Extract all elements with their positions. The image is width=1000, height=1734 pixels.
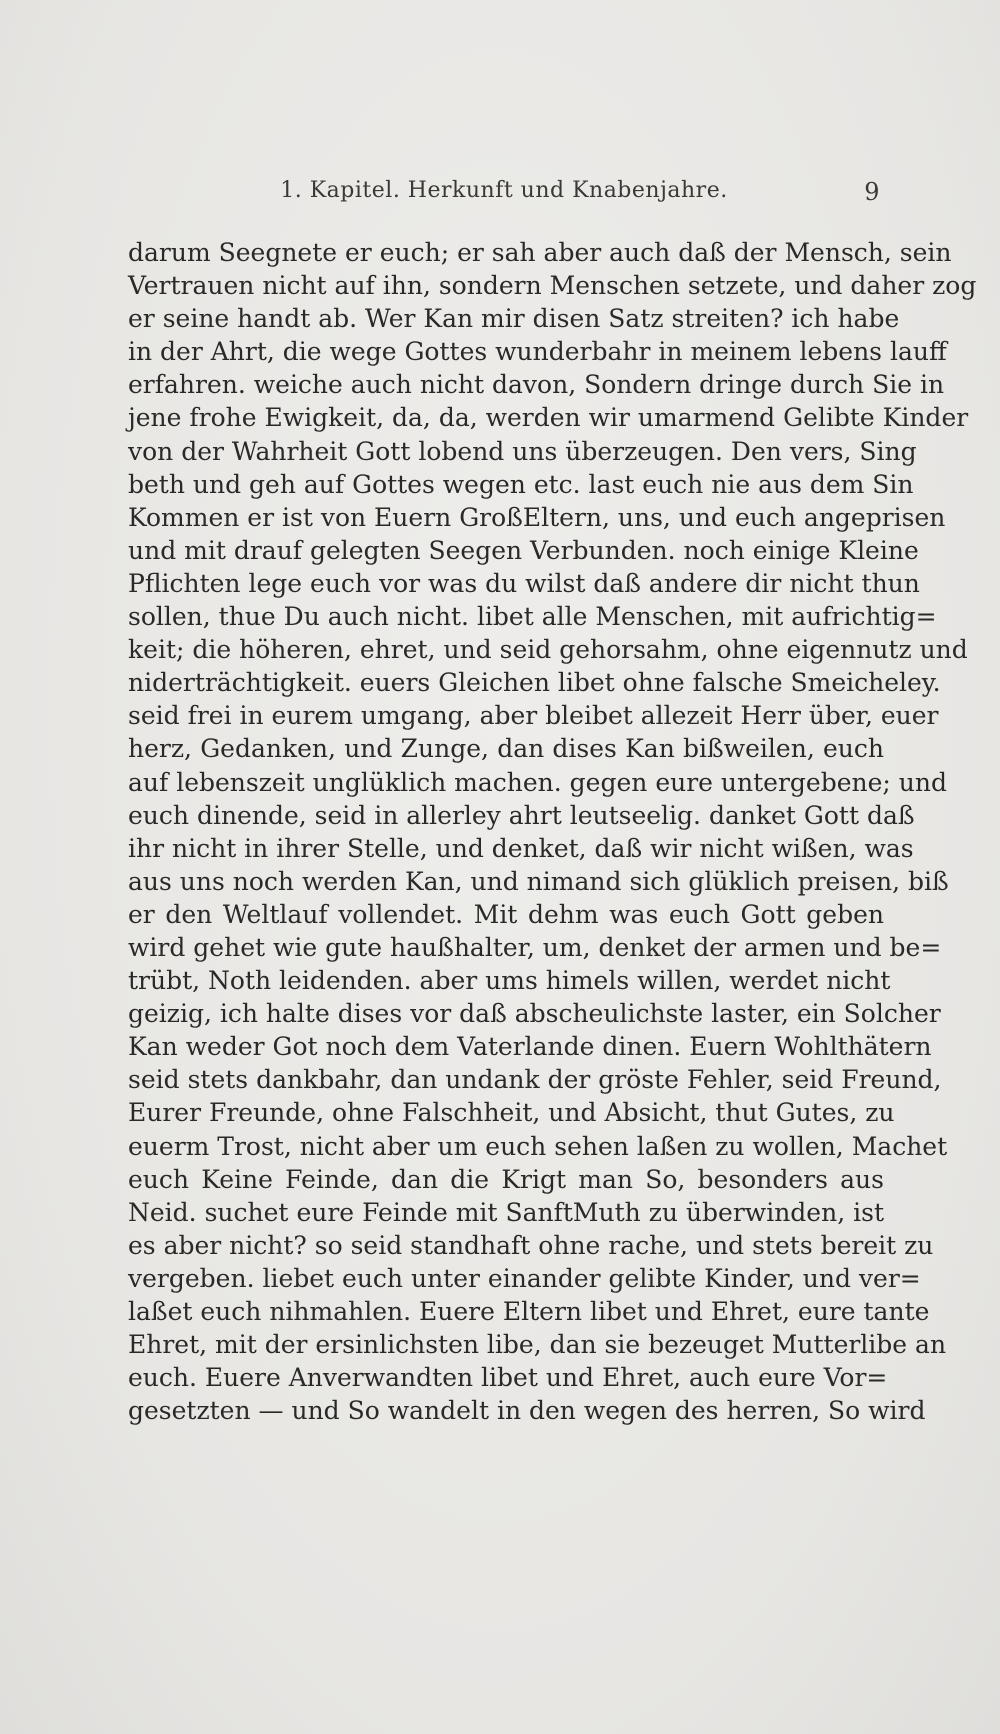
text-line: trübt, Noth leidenden. aber ums himels willen, werdet nicht: [128, 966, 891, 996]
text-line: es aber nicht? so seid standhaft ohne rache, und stets bereit zu: [128, 1230, 934, 1260]
text-line: Kan weder Got noch dem Vaterlande dinen. Euern Wohlthätern: [128, 1032, 932, 1062]
text-line: seid stets dankbahr, dan undank der gröste Fehler, seid Freund,: [128, 1065, 942, 1095]
text-line: jene frohe Ewigkeit, da, da, werden wir umarmend Gelibte Kinder: [128, 403, 969, 433]
text-line: von der Wahrheit Gott lobend uns überzeugen. Den vers, Sing: [128, 436, 917, 466]
running-head: [128, 178, 880, 214]
chapter-title: 1. Kapitel. Herkunft und Knabenjahre.: [280, 178, 728, 203]
text-line: euch dinende, seid in allerley ahrt leutseelig. danket Gott daß: [128, 800, 915, 830]
text-line: sollen, thue Du auch nicht. libet alle Menschen, mit aufrichtig=: [128, 602, 937, 632]
text-line: laßet euch nihmahlen. Euere Eltern libet und Ehret, eure tante: [128, 1297, 930, 1326]
text-line: Ehret, mit der ersinlichsten libe, dan sie bezeuget Mutterlibe an: [128, 1330, 947, 1360]
text-line: herz, Gedanken, und Zunge, dan dises Kan bißweilen, euch: [128, 734, 884, 764]
page-number: 9: [864, 178, 880, 206]
text-line: euerm Trost, nicht aber um euch sehen laßen zu wollen, Machet: [128, 1131, 948, 1161]
text-line: in der Ahrt, die wege Gottes wunderbahr in meinem lebens lauff: [128, 337, 947, 367]
text-line: beth und geh auf Gottes wegen etc. last euch nie aus dem Sin: [128, 469, 914, 499]
text-line: erfahren. weiche auch nicht davon, Sondern dringe durch Sie in: [128, 370, 945, 400]
text-line: wird gehet wie gute haußhalter, um, denket der armen und be=: [128, 932, 942, 962]
text-line: Neid. suchet eure Feinde mit SanftMuth zu überwinden, ist: [128, 1197, 884, 1227]
text-line: Vertrauen nicht auf ihn, sondern Menschen setzete, und daher zog: [128, 271, 977, 301]
text-line: niderträchtigkeit. euers Gleichen libet ohne falsche Smeicheley.: [128, 668, 941, 698]
text-line: darum Seegnete er euch; er sah aber auch daß der Mensch, sein: [128, 238, 952, 267]
text-line: auf lebenszeit unglüklich machen. gegen eure untergebene; und: [128, 767, 947, 797]
text-line: gesetzten — und So wandelt in den wegen des herren, So wird: [128, 1396, 926, 1426]
text-line: er den Weltlauf vollendet. Mit dehm was euch Gott geben: [128, 899, 884, 929]
text-line: Eurer Freunde, ohne Falschheit, und Absicht, thut Gutes, zu: [128, 1098, 895, 1128]
text-line: vergeben. liebet euch unter einander gelibte Kinder, und ver=: [128, 1263, 921, 1293]
text-line: er seine handt ab. Wer Kan mir disen Satz streiten? ich habe: [128, 304, 900, 334]
text-line: ihr nicht in ihrer Stelle, und denket, daß wir nicht wißen, was: [128, 833, 914, 863]
text-line: seid frei in eurem umgang, aber bleibet allezeit Herr über, euer: [128, 701, 939, 731]
text-line: Kommen er ist von Euern GroßEltern, uns, und euch angeprisen: [128, 502, 946, 532]
text-line: aus uns noch werden Kan, und nimand sich glüklich preisen, biß: [128, 866, 949, 896]
text-line: und mit drauf gelegten Seegen Verbunden. noch einige Kleine: [128, 535, 919, 565]
text-line: geizig, ich halte dises vor daß abscheulichste laster, ein Solcher: [128, 999, 941, 1029]
text-line: euch. Euere Anverwandten libet und Ehret, auch eure Vor=: [128, 1363, 888, 1393]
text-line: euch Keine Feinde, dan die Krigt man So, besonders aus: [128, 1164, 884, 1194]
body-text: [128, 236, 977, 1427]
text-line: Pflichten lege euch vor was du wilst daß andere dir nicht thun: [128, 568, 920, 598]
text-line: keit; die höheren, ehret, und seid gehorsahm, ohne eigennutz und: [128, 635, 968, 665]
